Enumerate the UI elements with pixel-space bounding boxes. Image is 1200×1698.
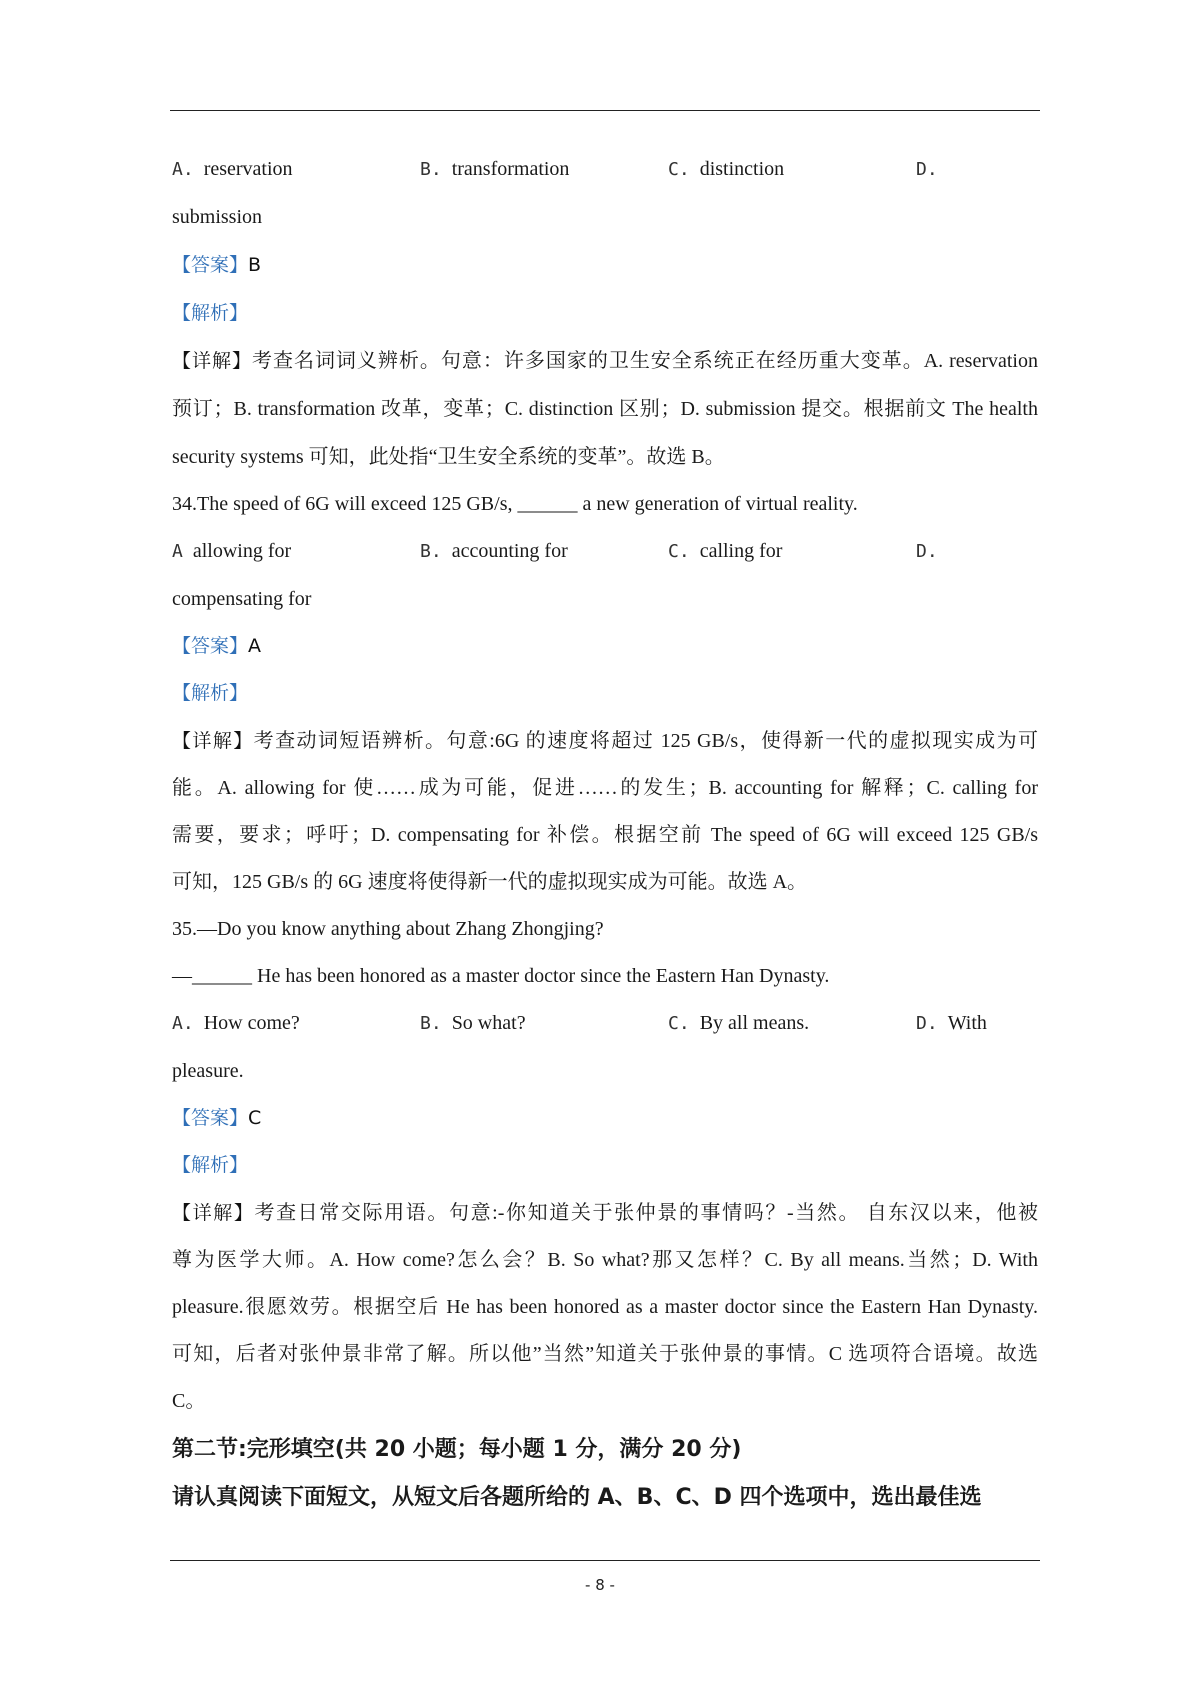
answer-value: B: [248, 254, 262, 276]
detail-text: 考查日常交际用语。句意:-你知道关于张仲景的事情吗？-当然。 自东汉以来，他被: [254, 1202, 1038, 1224]
option-text: With: [947, 1012, 987, 1034]
analysis-label: 【解析】: [172, 302, 249, 324]
q33-option-c[interactable]: [668, 156, 784, 183]
q35-detail-line-4: 可知，后者对张仲景非常了解。所以他”当然”知道关于张仲景的事情。C 选项符合语境。故选: [172, 1343, 1038, 1365]
option-key: C.: [668, 159, 690, 180]
q34-analysis: [172, 680, 1038, 706]
q35-question-line-2: —______ He has been honored as a master doctor since the Eastern Han Dynasty.: [172, 965, 830, 987]
option-key: C.: [668, 541, 690, 562]
detail-text: 考查动词短语辨析。句意:6G 的速度将超过 125 GB/s，使得新一代的虚拟现实成为可: [253, 730, 1038, 752]
q33-option-a[interactable]: [172, 156, 293, 183]
option-key: B.: [420, 159, 442, 180]
q34-option-b[interactable]: [420, 538, 568, 565]
option-text: distinction: [699, 158, 785, 180]
section-instruction: 请认真阅读下面短文，从短文后各题所给的 A、B、C、D 四个选项中，选出最佳选: [172, 1485, 982, 1510]
footer-rule: [170, 1560, 1040, 1561]
q35-option-d-wrap: pleasure.: [172, 1060, 244, 1082]
page-number: - 8 -: [585, 1576, 615, 1594]
q34-answer: [172, 633, 1038, 659]
option-text: So what?: [451, 1012, 526, 1034]
analysis-label: 【解析】: [172, 682, 249, 704]
option-text: reservation: [203, 158, 293, 180]
q35-detail-line-1: [172, 1200, 1038, 1226]
q34-option-d-wrap: compensating for: [172, 588, 312, 610]
q33-answer: [172, 252, 1038, 278]
q35-detail-line-5: C。: [172, 1390, 206, 1412]
q34-question: 34.The speed of 6G will exceed 125 GB/s, ______ a new generation of virtual reality.: [172, 493, 858, 515]
detail-label: 【详解】: [172, 1202, 255, 1224]
option-text: calling for: [699, 540, 783, 562]
q33-analysis: [172, 300, 1038, 326]
q35-option-d[interactable]: [916, 1010, 987, 1037]
analysis-label: 【解析】: [172, 1154, 249, 1176]
q33-detail-line-2: 预订；B. transformation 改革，变革；C. distinction 区别；D. submission 提交。根据前文 The health: [172, 398, 1038, 420]
q33-option-b[interactable]: [420, 156, 569, 183]
answer-label: 【答案】: [172, 1107, 249, 1129]
q35-option-b[interactable]: [420, 1010, 526, 1037]
detail-text: 考查名词词义辨析。句意：许多国家的卫生安全系统正在经历重大变革。A. reservation: [251, 350, 1038, 372]
answer-value: C: [248, 1107, 262, 1129]
q34-option-d[interactable]: [916, 538, 948, 565]
q35-detail-line-2: 尊为医学大师。A. How come?怎么会？B. So what?那又怎样？C. By all means.当然；D. With: [172, 1249, 1038, 1271]
q35-question-line-1: 35.—Do you know anything about Zhang Zhongjing?: [172, 918, 604, 940]
q33-detail-line-1: [172, 348, 1038, 374]
q33-detail-line-3: security systems 可知，此处指“卫生安全系统的变革”。故选 B。: [172, 446, 725, 468]
option-key: B.: [420, 541, 442, 562]
section-title: 第二节:完形填空(共 20 小题；每小题 1 分，满分 20 分): [172, 1437, 742, 1462]
header-rule: [170, 110, 1040, 111]
q35-answer: [172, 1105, 1038, 1131]
answer-value: A: [248, 635, 262, 657]
q35-analysis: [172, 1152, 1038, 1178]
answer-label: 【答案】: [172, 254, 249, 276]
option-key: C.: [668, 1013, 690, 1034]
q34-option-c[interactable]: [668, 538, 782, 565]
q34-detail-line-1: [172, 728, 1038, 754]
option-key: A.: [172, 159, 194, 180]
option-text: How come?: [203, 1012, 300, 1034]
q33-option-d-wrap: submission: [172, 206, 263, 228]
q35-option-a[interactable]: [172, 1010, 300, 1037]
option-text: accounting for: [451, 540, 568, 562]
q33-option-d[interactable]: [916, 156, 948, 183]
option-text: transformation: [451, 158, 570, 180]
q35-detail-line-3: pleasure.很愿效劳。根据空后 He has been honored as a master doctor since the Eastern Han Dynasty.: [172, 1296, 1038, 1318]
option-text: allowing for: [192, 540, 292, 562]
detail-label: 【详解】: [172, 350, 252, 372]
q34-detail-line-4: 可知，125 GB/s 的 6G 速度将使得新一代的虚拟现实成为可能。故选 A。: [172, 871, 808, 893]
detail-label: 【详解】: [172, 730, 254, 752]
option-key: A: [172, 541, 183, 562]
option-key: D.: [916, 1013, 938, 1034]
q34-detail-line-3: 需要，要求；呼吁；D. compensating for 补偿。根据空前 The speed of 6G will exceed 125 GB/s: [172, 824, 1038, 846]
option-key: B.: [420, 1013, 442, 1034]
option-key: A.: [172, 1013, 194, 1034]
option-text: By all means.: [699, 1012, 810, 1034]
q34-detail-line-2: 能。A. allowing for 使……成为可能，促进……的发生；B. accounting for 解释；C. calling for: [172, 777, 1038, 799]
option-key: D.: [916, 541, 938, 562]
q34-option-a[interactable]: [172, 538, 291, 565]
option-key: D.: [916, 159, 938, 180]
q35-option-c[interactable]: [668, 1010, 809, 1037]
answer-label: 【答案】: [172, 635, 249, 657]
